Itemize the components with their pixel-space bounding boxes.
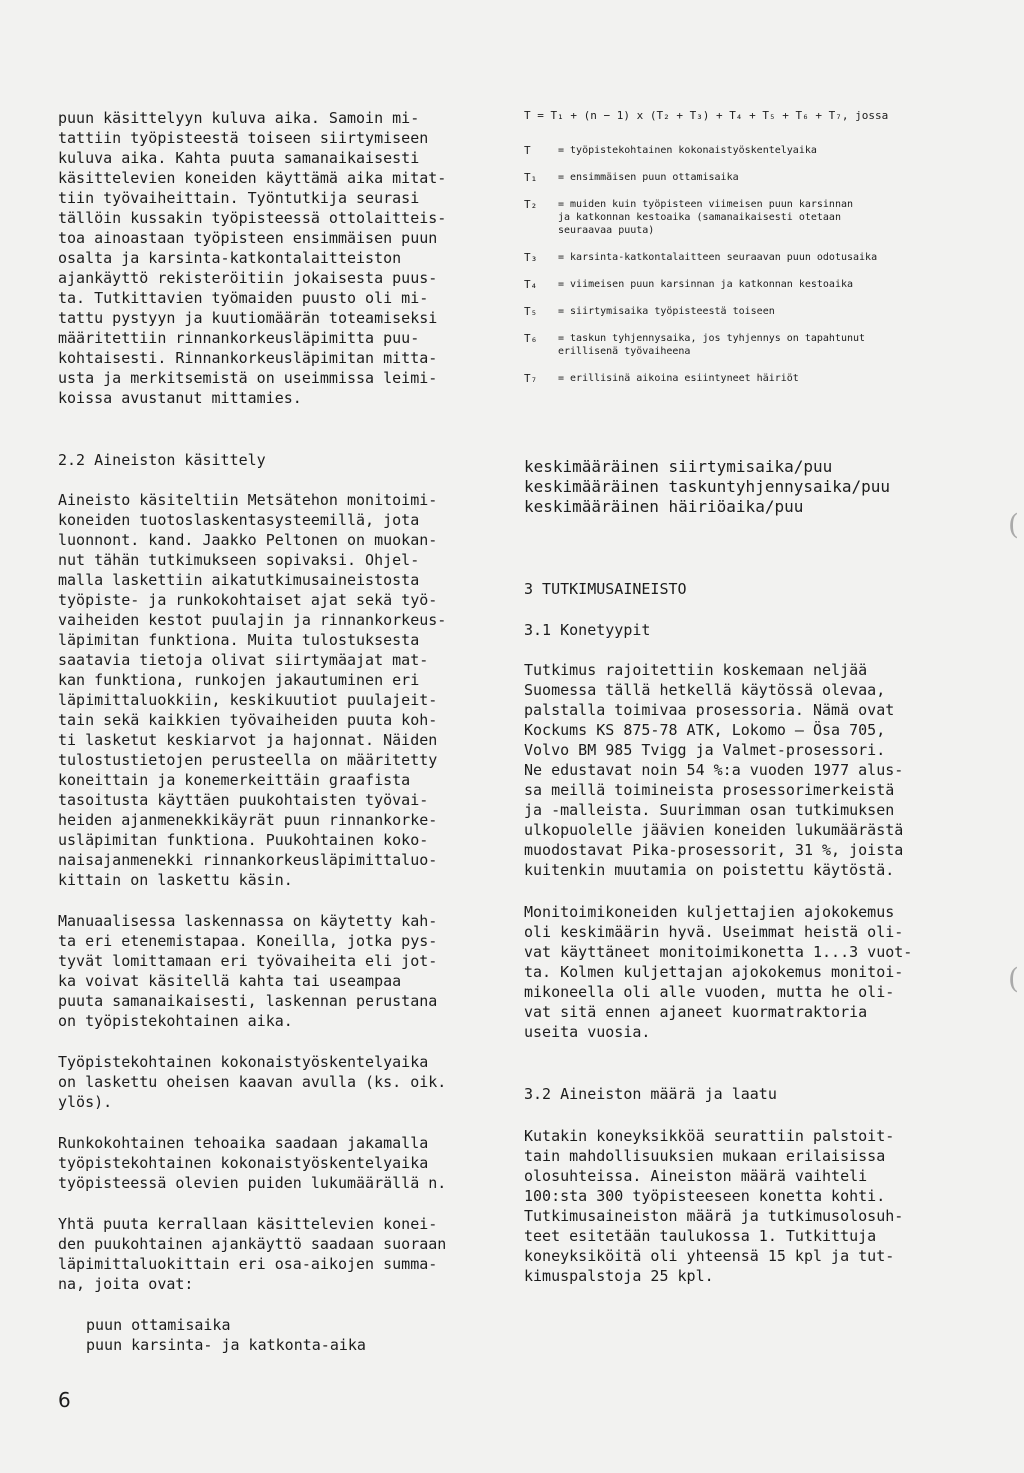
heading-3: 3 TUTKIMUSAINEISTO	[524, 580, 687, 598]
definition-text: = erillisinä aikoina esiintyneet häiriöt	[558, 373, 799, 384]
definition-text: = ensimmäisen puun ottamisaika	[558, 172, 739, 183]
definition-text: = muiden kuin työpisteen viimeisen puun karsinnan ja katkonnan kestoaika (samanaikaisesti otetaan seuraavaa puuta)	[558, 199, 854, 236]
heading-3-2: 3.2 Aineiston määrä ja laatu	[524, 1085, 777, 1103]
definition-symbol: T₆	[524, 332, 538, 345]
formula-total-time: T = T₁ + (n − 1) x (T₂ + T₃) + T₄ + T₅ + T₆ + T₇, jossa	[524, 109, 889, 122]
left-column	[58, 108, 498, 1355]
edge-mark: (	[1008, 962, 1019, 995]
definition-row	[524, 305, 944, 318]
definition-symbol: T₇	[524, 372, 538, 385]
paragraph-workstation-time: Työpistekohtainen kokonaistyöskentelyaika on laskettu oheisen kaavan avulla (ks. oik. ylös).	[58, 1053, 447, 1111]
list-time-components: puun ottamisaika puun karsinta- ja katkonta-aika	[86, 1316, 366, 1354]
definition-symbol: T₄	[524, 278, 538, 291]
paragraph-stem-time: Runkokohtainen tehoaika saadaan jakamalla työpistekohtainen kokonaistyöskentelyaika työpisteessä olevien puiden lukumäärällä n.	[58, 1134, 447, 1192]
definition-symbol: T₂	[524, 198, 538, 211]
definition-symbol: T₁	[524, 171, 538, 184]
definition-text: = taskun tyhjennysaika, jos tyhjennys on tapahtunut erillisenä työvaiheena	[558, 333, 866, 357]
paragraph-machine-types: Tutkimus rajoitettiin koskemaan neljää Suomessa tällä hetkellä käytössä olevaa, palstalla toimivaa prosessoria. Nämä ovat Kockums KS 875-78 ATK, Lokomo – Ösa 705, Volvo BM 985 Tvigg ja Valmet-prosessori. Ne edustavat noin 54 %:a vuoden 1977 alus- sa meillä toimineista prosessorimerkeistä ja -malleista. Suurimman osan tutkimuksen ulkopuolelle jäävien koneiden lukumäärästä muodostavat Pika-prosessorit, 31 %, joista kuitenkin muutamia on poistettu käytöstä.	[524, 661, 904, 879]
formula-definitions	[524, 144, 944, 385]
paragraph-measurement: puun käsittelyyn kuluva aika. Samoin mi- tattiin työpisteestä toiseen siirtymiseen kuluva aika. Kahta puuta samanaikaisesti käsittelevien koneiden käyttämä aika mitat- tiin työvaiheittain. Työntutkija seurasi tällöin kussakin työpisteessä ottolaitteis- toa ainoastaan työpisteen ensimmäisen puun osalta ja karsinta-katkontalaitteiston ajankäyttö rekisteröitiin jokaisesta puus- ta. Tutkittavien työmaiden puusto oli mi- tattu pystyyn ja kuutiomäärän toteamiseksi määritettiin rinnankorkeusläpimitta puu- kohtaisesti. Rinnankorkeusläpimitan mitta- usta ja merkitsemistä on useimmissa leimi- koissa avustanut mittamies.	[58, 109, 447, 407]
paragraph-manual-calculation: Manuaalisessa laskennassa on käytetty kah- ta eri etenemistapaa. Koneilla, jotka pys- tyvät lomittamaan eri työvaiheita eli jot- ka voivat käsitellä kahta tai useampaa puuta samanaikaisesti, laskennan perustana on työpistekohtainen aika.	[58, 912, 438, 1030]
page-number: 6	[58, 1388, 71, 1412]
definition-row	[524, 144, 944, 157]
definition-symbol: T₃	[524, 251, 538, 264]
definition-row	[524, 251, 944, 264]
definition-row	[524, 332, 944, 358]
definition-text: = siirtymisaika työpisteestä toiseen	[558, 306, 775, 317]
heading-3-1: 3.1 Konetyypit	[524, 621, 651, 639]
definition-row	[524, 372, 944, 385]
definition-row	[524, 278, 944, 291]
definition-row	[524, 198, 944, 237]
edge-mark: (	[1008, 508, 1019, 541]
definition-row	[524, 171, 944, 184]
definition-symbol: T	[524, 144, 531, 157]
definition-text: = työpistekohtainen kokonaistyöskentelyaika	[558, 145, 817, 156]
definition-text: = viimeisen puun karsinnan ja katkonnan kestoaika	[558, 279, 854, 290]
definition-symbol: T₅	[524, 305, 538, 318]
paragraph-data-amount: Kutakin koneyksikköä seurattiin palstoit- tain mahdollisuuksien mukaan erilaisissa olosuhteissa. Aineiston määrä vaihteli 100:sta 300 työpisteeseen konetta kohti. Tutkimusaineiston määrä ja tutkimusolosuh- teet esitetään taulukossa 1. Tutkittuja koneyksiköitä oli yhteensä 15 kpl ja tut- kimuspalstoja 25 kpl.	[524, 1127, 904, 1285]
paragraph-operators: Monitoimikoneiden kuljettajien ajokokemus oli keskimäärin hyvä. Useimmat heistä oli- vat käyttäneet monitoimikonetta 1...3 vuot- ta. Kolmen kuljettajan ajokokemus monitoi- mikoneella oli alle vuoden, mutta he oli- vat sitä ennen ajaneet kuormatraktoria useita vuosia.	[524, 903, 913, 1041]
paragraph-processing: Aineisto käsiteltiin Metsätehon monitoimi- koneiden tuotoslaskentasysteemillä, jota luonnont. kand. Jaakko Peltonen on muokan- nut tähän tutkimukseen sopivaksi. Ohjel- malla laskettiin aikatutkimusaineistosta työpiste- ja runkokohtaiset ajat sekä työ- vaiheiden kestot puulajin ja rinnankorkeus- läpimitan funktiona. Muita tulostuksesta saatavia tietoja olivat siirtymäajat mat- kan funktiona, runkojen jakautuminen eri läpimittaluokkiin, keskikuutiot puulajeit- tain sekä kaikkien työvaiheiden puuta koh- ti lasketut keskiarvot ja hajonnat. Näiden tulostustietojen perusteella on määritetty koneittain ja konemerkeittäin graafista tasoitusta käyttäen puukohtaisten työvai- heiden ajanmenekkikäyrät puun rinnankorke- usläpimitan funktiona. Puukohtainen koko- naisajanmenekki rinnankorkeusläpimittaluo- kittain on laskettu käsin.	[58, 491, 447, 889]
average-times: keskimääräinen siirtymisaika/puu keskimääräinen taskuntyhjennysaika/puu keskimääräinen häiriöaika/puu	[524, 457, 891, 516]
definition-text: = karsinta-katkontalaitteen seuraavan puun odotusaika	[558, 252, 878, 263]
heading-2-2: 2.2 Aineiston käsittely	[58, 451, 266, 469]
right-column	[524, 108, 944, 1286]
paragraph-single-tree: Yhtä puuta kerrallaan käsittelevien konei- den puukohtainen ajankäyttö saadaan suoraan läpimittaluokittain eri osa-aikojen summa- na, joita ovat:	[58, 1215, 447, 1293]
